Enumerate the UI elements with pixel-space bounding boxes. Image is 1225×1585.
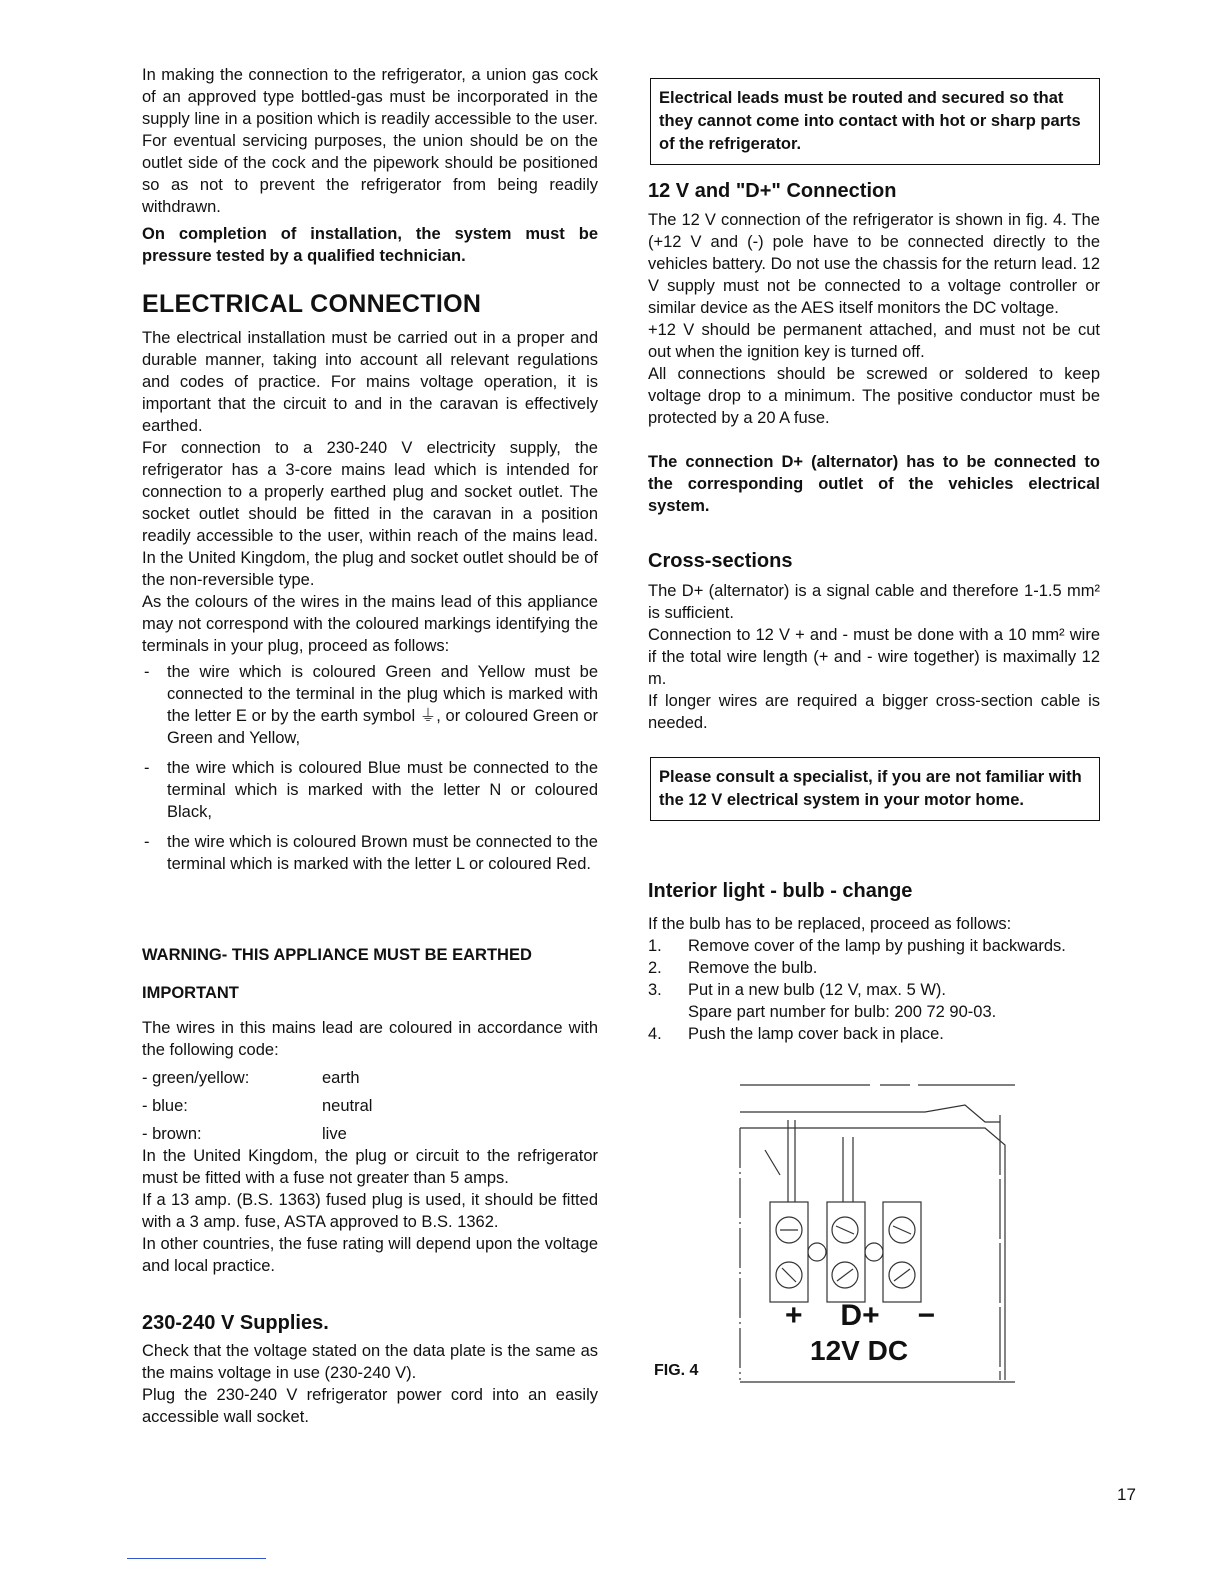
uk-fuse-paragraph: In the United Kingdom, the plug or circuit to the refrigerator must be fitted with a fuse not greater than 5 amps. (142, 1147, 598, 1187)
code-wire: - green/yellow: (142, 1069, 250, 1087)
step (648, 935, 1108, 957)
step-text: Put in a new bulb (12 V, max. 5 W). Spare part number for bulb: 200 72 90-03. (688, 981, 997, 1021)
important-label: IMPORTANT (142, 984, 239, 1002)
connections-paragraph: All connections should be screwed or soldered to keep voltage drop to a minimum. The positive conductor must be protected by a 20 A fuse. (648, 365, 1100, 427)
code-row (142, 1067, 598, 1089)
code-wire: - blue: (142, 1097, 188, 1115)
bulb-steps (648, 935, 1108, 1045)
12v-paragraph: The 12 V connection of the refrigerator is shown in fig. 4. The (+12 V and (-) pole have to be connected directly to the vehicles battery. Do not use the chassis for the return lead. 12 V supply must not be connected to a voltage controller or similar device as the AES itself monitors the DC voltage. (648, 211, 1100, 317)
cross-sections-heading: Cross-sections (648, 550, 793, 572)
voltage-label: 12V DC (810, 1335, 909, 1366)
step-number: 3. (648, 981, 662, 999)
earthed-warning: WARNING- THIS APPLIANCE MUST BE EARTHED (142, 946, 532, 964)
interior-light-heading: Interior light - bulb - change (648, 880, 913, 902)
code-row (142, 1095, 598, 1117)
bullet-brown: - the wire which is coloured Brown must be connected to the terminal which is marked with the letter L or coloured Red. (142, 831, 598, 875)
alternator-note: The connection D+ (alternator) has to be connected to the corresponding outlet of the vehicles electrical system. (648, 453, 1100, 515)
plug-in-paragraph: Plug the 230-240 V refrigerator power cord into an easily accessible wall socket. (142, 1386, 598, 1426)
step-text: Remove the bulb. (688, 959, 818, 977)
step (648, 1023, 1108, 1045)
12v-text (648, 209, 1100, 517)
voltage-check-paragraph: Check that the voltage stated on the data plate is the same as the mains voltage in use (230-240 V). (142, 1342, 598, 1382)
code-meaning: live (322, 1125, 347, 1143)
bulb-intro: If the bulb has to be replaced, proceed as follows: (648, 915, 1012, 933)
12v-connection-heading: 12 V and "D+" Connection (648, 180, 897, 202)
supplies-heading: 230-240 V Supplies. (142, 1312, 329, 1334)
bullet-green-yellow: - the wire which is coloured Green and Yellow must be connected to the terminal in the plug which is marked with the letter E or by the earth symbol ⏚, or coloured Green or Green and Yellow, (142, 661, 598, 749)
step (648, 979, 1108, 1023)
plus-label: + (785, 1299, 803, 1332)
terminal-labels (785, 1299, 935, 1332)
dplus-label: D+ (840, 1299, 880, 1332)
electrical-text (142, 327, 598, 875)
gas-cock-paragraph: In making the connection to the refrigerator, a union gas cock of an approved type bottled-gas must be incorporated in the supply line in a position which is readily accessible to the user. For eventual servicing purposes, the union should be on the outlet side of the cock and the pipework should be positioned so as not to prevent the refrigerator from being readily withdrawn. (142, 66, 598, 216)
supplies-text (142, 1340, 598, 1428)
leads-warning-box: Electrical leads must be routed and secured so that they cannot come into contact with hot or sharp parts of the refrigerator. (650, 78, 1100, 165)
step (648, 957, 1108, 979)
installation-paragraph: The electrical installation must be carried out in a proper and durable manner, taking into account all relevant regulations and codes of practice. For mains voltage operation, it is important that the circuit to and in the caravan is effectively earthed. (142, 329, 598, 435)
longer-wires-paragraph: If longer wires are required a bigger cross-section cable is needed. (648, 692, 1100, 732)
footer-line (127, 1558, 266, 1559)
screw-icons (776, 1217, 915, 1288)
plug-fuse-paragraph: If a 13 amp. (B.S. 1363) fused plug is used, it should be fitted with a 3 amp. fuse, ASTA approved to B.S. 1362. (142, 1191, 598, 1231)
electrical-connection-heading: ELECTRICAL CONNECTION (142, 290, 482, 318)
figure-caption: FIG. 4 (654, 1362, 699, 1379)
step-number: 4. (648, 1025, 662, 1043)
wire-code-section (142, 1017, 598, 1277)
step-number: 1. (648, 937, 662, 955)
wire-size-paragraph: Connection to 12 V + and - must be done with a 10 mm² wire if the total wire length (+ and - wire together) is maximally 12 m. (648, 626, 1100, 688)
supply-paragraph: For connection to a 230-240 V electricity supply, the refrigerator has a 3-core mains lead which is intended for connection to a properly earthed plug and socket outlet. The socket outlet should be fitted in the caravan in a position readily accessible to the user, within reach of the mains lead. In the United Kingdom, the plug and socket outlet should be of the non-reversible type. (142, 439, 598, 589)
other-countries-paragraph: In other countries, the fuse rating will depend upon the voltage and local practice. (142, 1235, 598, 1275)
code-wire: - brown: (142, 1125, 202, 1143)
specialist-box: Please consult a specialist, if you are not familiar with the 12 V electrical system in your motor home. (650, 757, 1100, 821)
page-number: 17 (1117, 1485, 1136, 1504)
code-meaning: earth (322, 1069, 360, 1087)
colours-paragraph: As the colours of the wires in the mains lead of this appliance may not correspond with the coloured markings identifying the terminals in your plug, proceed as follows: (142, 593, 598, 655)
minus-label: − (917, 1299, 935, 1332)
pressure-test-note: On completion of installation, the system must be pressure tested by a qualified technician. (142, 225, 598, 265)
permanent-paragraph: +12 V should be permanent attached, and must not be cut out when the ignition key is turned off. (648, 321, 1100, 361)
left-column (142, 64, 598, 267)
code-row (142, 1123, 598, 1145)
bulb-change-text (648, 913, 1108, 1045)
cross-sections-text (648, 580, 1100, 734)
wire-code-intro: The wires in this mains lead are coloured in accordance with the following code: (142, 1019, 598, 1059)
step-text: Remove cover of the lamp by pushing it backwards. (688, 937, 1066, 955)
step-number: 2. (648, 959, 662, 977)
dplus-paragraph: The D+ (alternator) is a signal cable and therefore 1-1.5 mm² is sufficient. (648, 582, 1100, 622)
code-meaning: neutral (322, 1097, 373, 1115)
step-text: Push the lamp cover back in place. (688, 1025, 944, 1043)
bullet-blue: - the wire which is coloured Blue must be connected to the terminal which is marked with the letter N or coloured Black, (142, 757, 598, 823)
